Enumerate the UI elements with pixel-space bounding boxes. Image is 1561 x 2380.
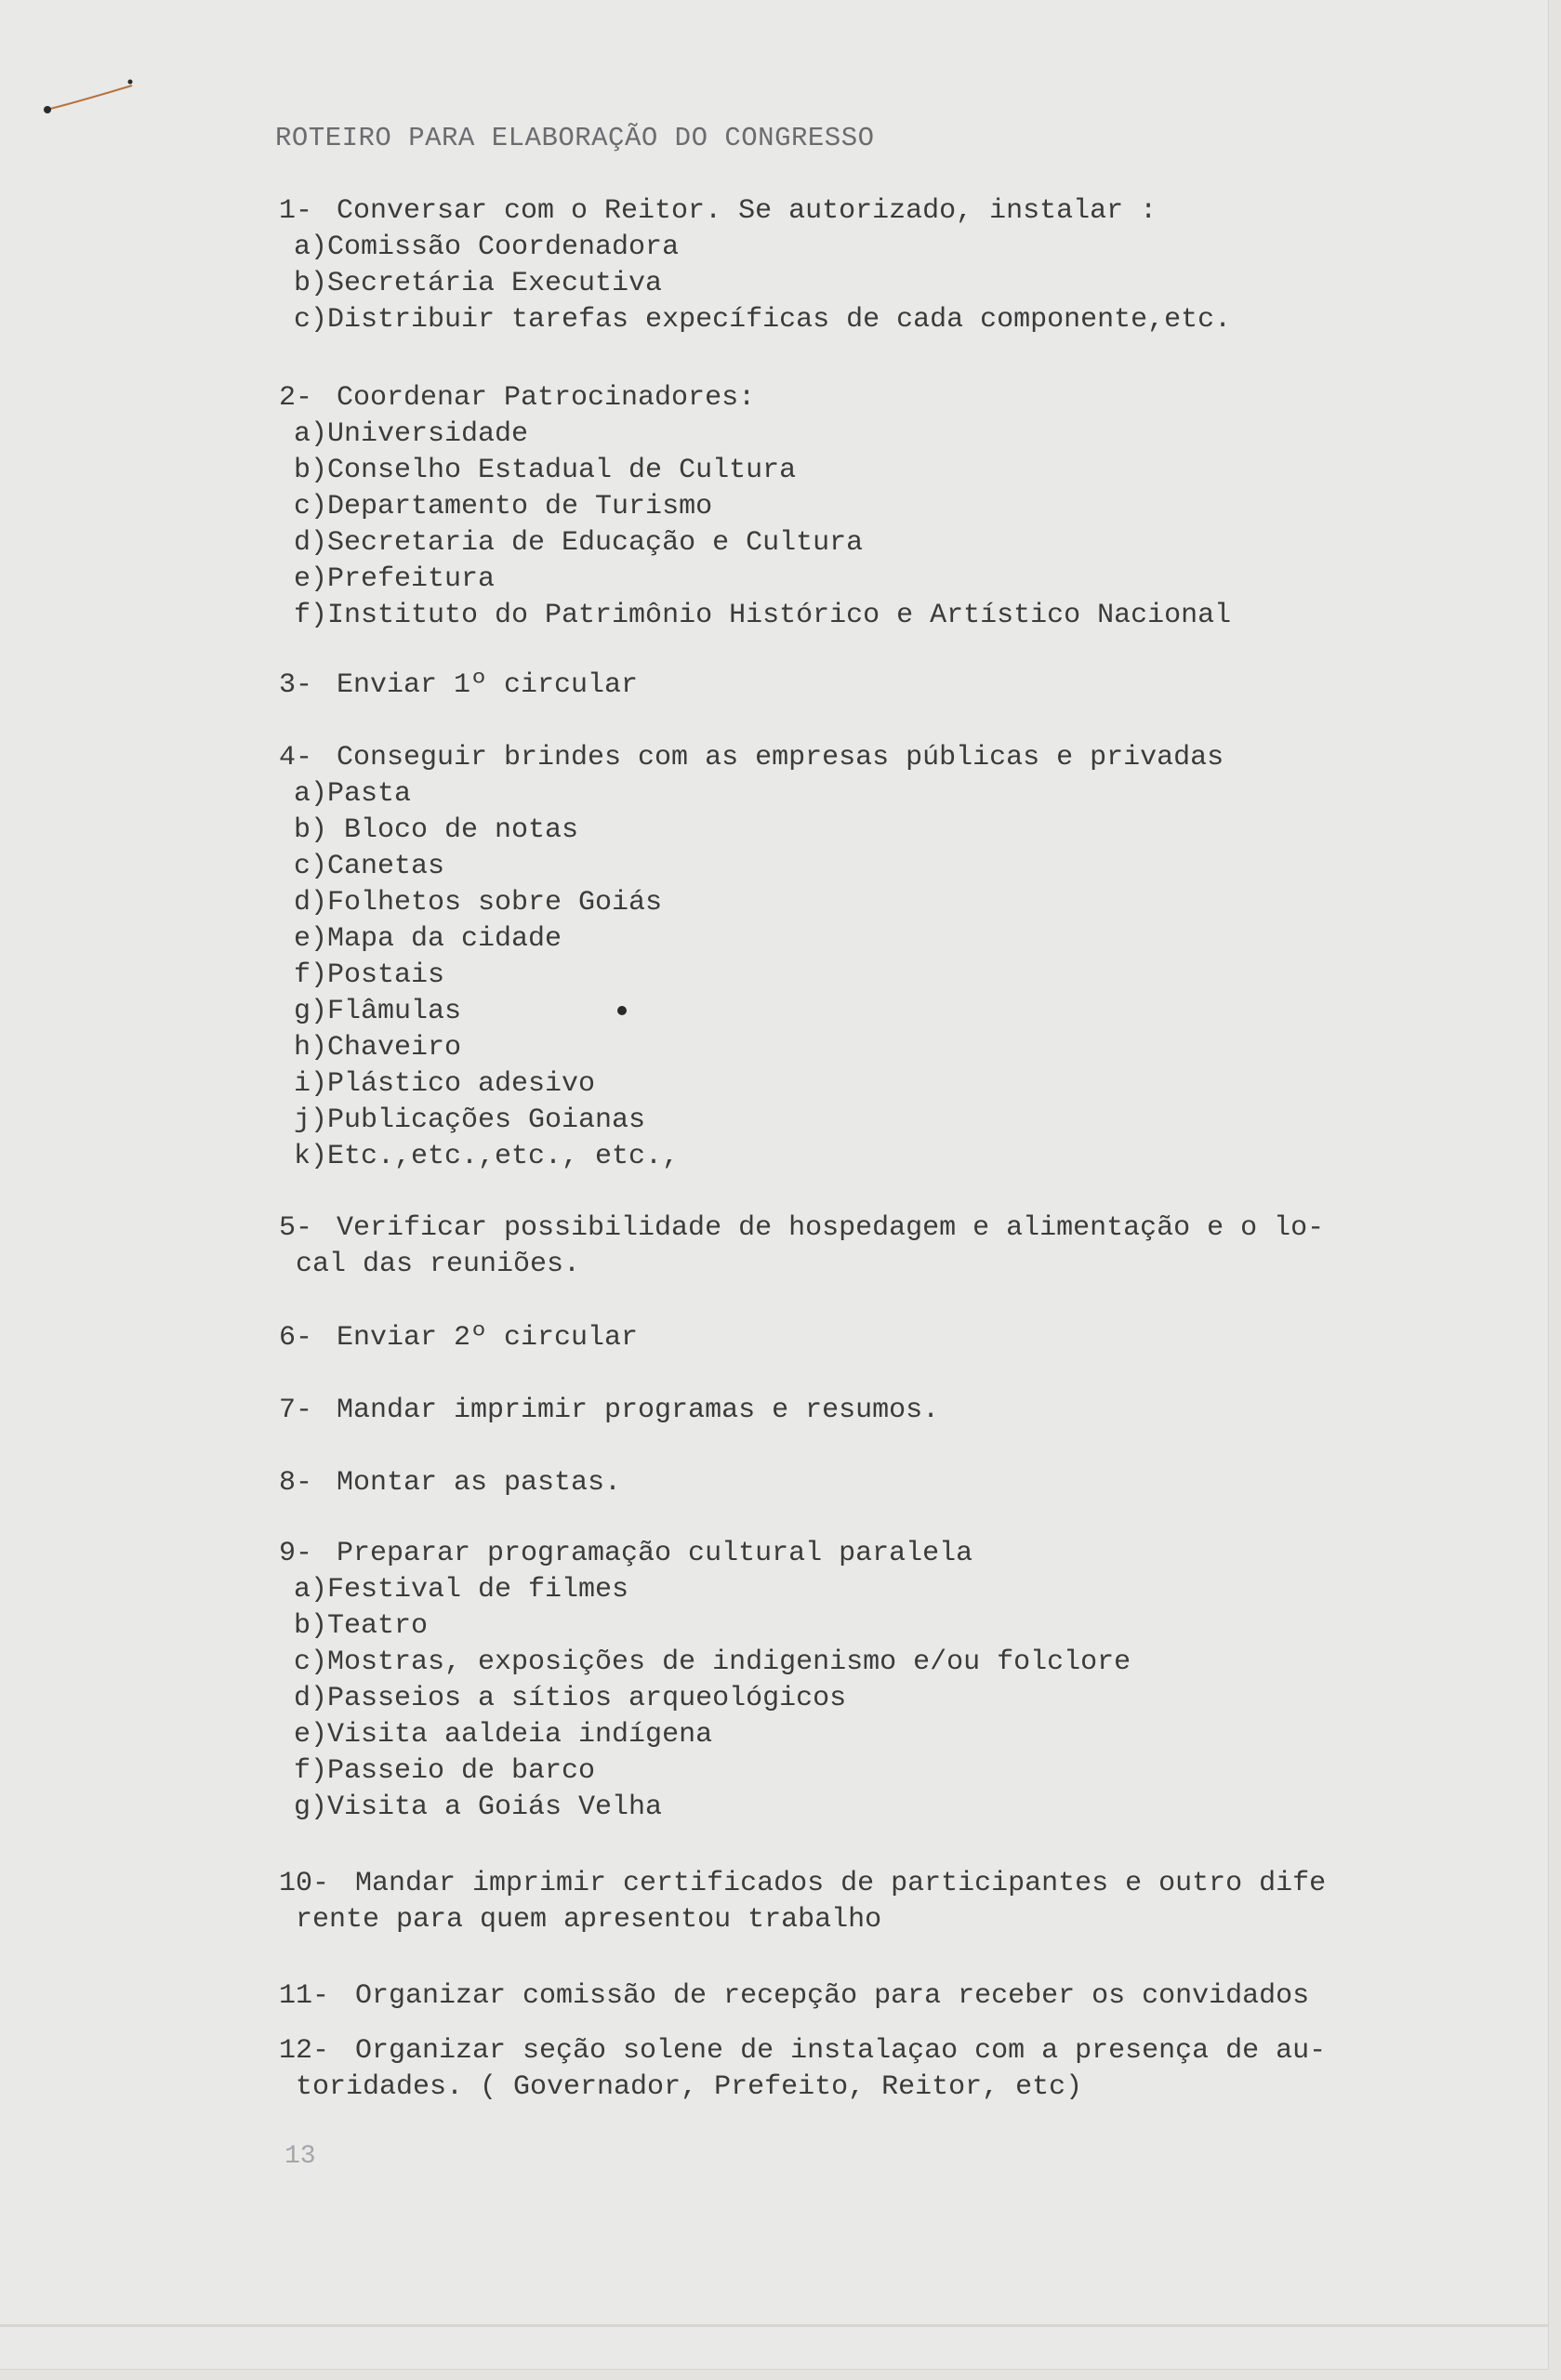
- subitem: e)Visita aaldeia indígena: [294, 1719, 713, 1751]
- subitem: c)Canetas: [294, 851, 445, 882]
- subitem: b)Conselho Estadual de Cultura: [294, 455, 797, 486]
- item-text: Mandar imprimir programas e resumos.: [337, 1395, 940, 1426]
- item-text: Montar as pastas.: [337, 1467, 622, 1499]
- item-text: Mandar imprimir certificados de participantes e outro dife: [355, 1868, 1327, 1899]
- list-item-7: [279, 1393, 939, 1429]
- list-item-5: [279, 1210, 1324, 1283]
- subitem: h)Chaveiro: [294, 1032, 462, 1064]
- item-text: Coordenar Patrocinadores:: [337, 382, 756, 414]
- subitem: a)Pasta: [294, 778, 412, 810]
- list-item-2: [279, 380, 1231, 634]
- subitem: a)Comissão Coordenadora: [294, 231, 680, 263]
- subitem: b)Teatro: [294, 1610, 429, 1642]
- subitem: f)Passeio de barco: [294, 1755, 596, 1787]
- item-continuation: rente para quem apresentou trabalho: [296, 1904, 882, 1936]
- list-item-3: [279, 668, 638, 704]
- ink-dot: [617, 1006, 627, 1015]
- list-item-11: [279, 1978, 1309, 2015]
- item-number: 7-: [279, 1395, 313, 1426]
- subitem: c)Departamento de Turismo: [294, 491, 713, 522]
- item-number: 8-: [279, 1467, 313, 1499]
- subitem: c)Mostras, exposições de indigenismo e/ou folclore: [294, 1646, 1131, 1678]
- pen-stroke-mark: [39, 74, 141, 121]
- item-number: 5-: [279, 1212, 313, 1244]
- subitem: c)Distribuir tarefas expecíficas de cada componente,etc.: [294, 304, 1232, 336]
- item-number: 10-: [279, 1868, 330, 1899]
- subitem: f)Postais: [294, 959, 445, 991]
- item-continuation: toridades. ( Governador, Prefeito, Reitor, etc): [296, 2071, 1083, 2103]
- subitem: a)Festival de filmes: [294, 1574, 629, 1606]
- item-text: Conseguir brindes com as empresas públicas e privadas: [337, 742, 1224, 774]
- item-number: 9-: [279, 1538, 313, 1569]
- subitem: f)Instituto do Patrimônio Histórico e Artístico Nacional: [294, 600, 1232, 631]
- list-item-1: [279, 193, 1231, 338]
- item-number: 4-: [279, 742, 313, 774]
- item-text: Organizar comissão de recepção para receber os convidados: [355, 1980, 1310, 2012]
- page-number: 13: [284, 2142, 316, 2171]
- subitem: d)Folhetos sobre Goiás: [294, 887, 663, 919]
- subitem: g)Visita a Goiás Velha: [294, 1792, 663, 1823]
- item-text: Verificar possibilidade de hospedagem e alimentação e o lo-: [337, 1212, 1325, 1244]
- subitem: k)Etc.,etc.,etc., etc.,: [294, 1141, 680, 1172]
- item-number: 2-: [279, 382, 313, 414]
- subitem: a)Universidade: [294, 418, 529, 450]
- list-item-4: [279, 740, 1224, 1175]
- subitem: g)Flâmulas: [294, 996, 462, 1027]
- item-continuation: cal das reuniões.: [296, 1249, 581, 1280]
- list-item-9: [279, 1536, 1131, 1826]
- item-text: Preparar programação cultural paralela: [337, 1538, 973, 1569]
- item-number: 6-: [279, 1322, 313, 1354]
- list-item-10: [279, 1866, 1326, 1938]
- subitem: i)Plástico adesivo: [294, 1068, 596, 1100]
- item-text: Enviar 1º circular: [337, 669, 639, 701]
- list-item-8: [279, 1465, 621, 1501]
- subitem: j)Publicações Goianas: [294, 1104, 646, 1136]
- item-number: 12-: [279, 2035, 330, 2067]
- list-item-6: [279, 1320, 638, 1356]
- item-text: Conversar com o Reitor. Se autorizado, instalar :: [337, 195, 1158, 227]
- item-number: 11-: [279, 1980, 330, 2012]
- item-number: 1-: [279, 195, 313, 227]
- subitem: d)Secretaria de Educação e Cultura: [294, 527, 864, 559]
- subitem: d)Passeios a sítios arqueológicos: [294, 1683, 847, 1714]
- subitem: b) Bloco de notas: [294, 814, 579, 846]
- subitem: e)Mapa da cidade: [294, 923, 562, 955]
- list-item-12: [279, 2033, 1326, 2106]
- document-title: ROTEIRO PARA ELABORAÇÃO DO CONGRESSO: [275, 123, 875, 153]
- item-text: Enviar 2º circular: [337, 1322, 639, 1354]
- subitem: b)Secretária Executiva: [294, 268, 663, 299]
- item-text: Organizar seção solene de instalaçao com a presença de au-: [355, 2035, 1327, 2067]
- subitem: e)Prefeitura: [294, 563, 496, 595]
- scan-edge-line: [0, 2324, 1549, 2327]
- item-number: 3-: [279, 669, 313, 701]
